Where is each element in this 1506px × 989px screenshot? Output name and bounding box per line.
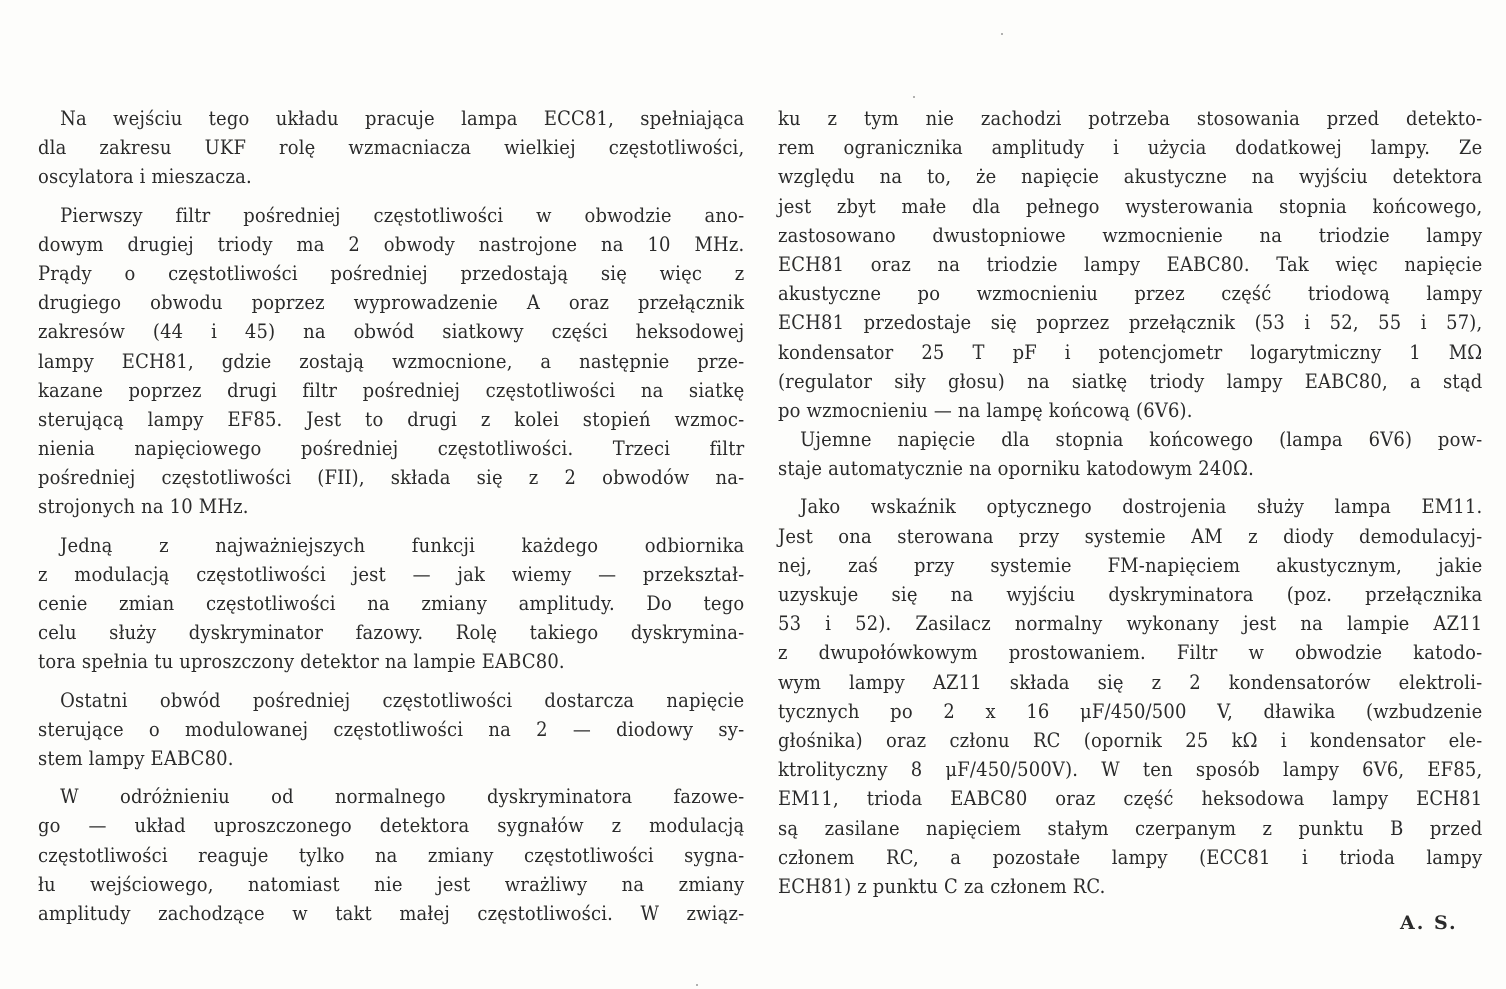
- text-line: Ujemne napięcie dla stopnia końcowego (lampa 6V6) pow-: [800, 428, 1483, 452]
- text-line: łu wejściowego, natomiast nie jest wrażliwy na zmiany: [38, 872, 745, 896]
- text-line: celu służy dyskryminator fazowy. Rolę takiego dyskrymina-: [38, 621, 745, 645]
- text-line: oscylatora i mieszacza.: [38, 165, 252, 189]
- text-line: z modulacją częstotliwości jest — jak wiemy — przekształ-: [38, 562, 745, 586]
- text-line: drugiego obwodu poprzez wyprowadzenie A oraz przełącznik: [38, 291, 745, 315]
- text-line: głośnika) oraz członu RC (opornik 25 kΩ i kondensator ele-: [778, 728, 1483, 752]
- text-line: rem ogranicznika amplitudy i użycia dodatkowej lampy. Ze: [778, 136, 1483, 160]
- text-line: ECH81 przedostaje się poprzez przełącznik (53 i 52, 55 i 57),: [778, 311, 1483, 335]
- text-line: członem RC, a pozostałe lampy (ECC81 i trioda lampy: [778, 845, 1483, 869]
- text-line: kazane poprzez drugi filtr pośredniej częstotliwości na siatkę: [38, 378, 745, 402]
- right-column: [778, 104, 1483, 901]
- paragraph: [38, 201, 745, 522]
- text-line: Jako wskaźnik optycznego dostrojenia służy lampa EM11.: [800, 495, 1483, 519]
- text-line: Prądy o częstotliwości pośredniej przedostają się więc z: [38, 261, 745, 285]
- text-line: akustyczne po wzmocnieniu przez część triodową lampy: [778, 282, 1483, 306]
- text-line: EM11, trioda EABC80 oraz część heksodowa lampy ECH81: [778, 787, 1483, 811]
- text-line: zastosowano dwustopniowe wzmocnienie na triodzie lampy: [778, 223, 1483, 247]
- text-line: W odróżnieniu od normalnego dyskryminatora fazowe-: [60, 785, 745, 809]
- text-line: strojonych na 10 MHz.: [38, 495, 249, 519]
- text-line: ktrolityczny 8 μF/450/500V). W ten sposób lampy 6V6, EF85,: [778, 758, 1483, 782]
- text-line: sterującą lampy EF85. Jest to drugi z kolei stopień wzmoc-: [38, 407, 745, 431]
- text-line: jest zbyt małe dla pełnego wysterowania stopnia końcowego,: [778, 194, 1483, 218]
- text-line: nej, zaś przy systemie FM-napięciem akustycznym, jakie: [778, 553, 1483, 577]
- left-column: [38, 104, 745, 928]
- text-line: Jedną z najważniejszych funkcji każdego odbiornika: [60, 533, 745, 557]
- text-line: sterujące o modulowanej częstotliwości na 2 — diodowy sy-: [38, 717, 745, 741]
- text-line: 53 i 52). Zasilacz normalny wykonany jest na lampie AZ11: [778, 612, 1483, 636]
- paragraph: [38, 104, 745, 192]
- text-line: wym lampy AZ11 składa się z 2 kondensatorów elektroli-: [778, 670, 1483, 694]
- paragraph: [38, 531, 745, 677]
- text-line: ku z tym nie zachodzi potrzeba stosowania przed detekto-: [778, 107, 1483, 130]
- paragraph: [778, 425, 1483, 483]
- text-line: tora spełnia tu uproszczony detektor na lampie EABC80.: [38, 650, 565, 674]
- text-line: pośredniej częstotliwości (FII), składa się z 2 obwodów na-: [38, 466, 745, 490]
- text-line: z dwupołówkowym prostowaniem. Filtr w obwodzie katodo-: [778, 641, 1483, 665]
- text-line: częstotliwości reaguje tylko na zmiany częstotliwości sygna-: [38, 843, 745, 867]
- text-line: Jest ona sterowana przy systemie AM z diody demodulacyj-: [778, 524, 1483, 548]
- text-line: nienia napięciowego pośredniej częstotliwości. Trzeci filtr: [38, 437, 745, 461]
- scan-speck: [1001, 33, 1003, 35]
- text-line: amplitudy zachodzące w takt małej częstotliwości. W związ-: [38, 901, 745, 925]
- text-line: Na wejściu tego układu pracuje lampa ECC81, spełniająca: [60, 107, 745, 130]
- text-line: go — układ uproszczonego detektora sygnałów z modulacją: [38, 814, 745, 838]
- text-line: ECH81 oraz na triodzie lampy EABC80. Tak więc napięcie: [778, 252, 1483, 276]
- text-line: są zasilane napięciem stałym czerpanym z punktu B przed: [778, 816, 1483, 840]
- text-line: Ostatni obwód pośredniej częstotliwości dostarcza napięcie: [60, 688, 745, 712]
- text-line: cenie zmian częstotliwości na zmiany amplitudy. Do tego: [38, 592, 745, 615]
- author-signature: A. S.: [1400, 912, 1458, 934]
- text-line: dla zakresu UKF rolę wzmacniacza wielkiej częstotliwości,: [38, 136, 745, 160]
- text-line: zakresów (44 i 45) na obwód siatkowy części heksodowej: [38, 320, 745, 344]
- text-line: po wzmocnieniu — na lampę końcową (6V6).: [778, 398, 1193, 422]
- text-line: lampy ECH81, gdzie zostają wzmocnione, a następnie prze-: [38, 349, 745, 373]
- text-line: względu na to, że napięcie akustyczne na wyjściu detektora: [778, 165, 1483, 189]
- text-line: uzyskuje się na wyjściu dyskryminatora (poz. przełącznika: [778, 583, 1483, 606]
- paragraph: [38, 686, 745, 774]
- text-line: ECH81) z punktu C za członem RC.: [778, 874, 1106, 898]
- text-line: dowym drugiej triody ma 2 obwody nastrojone na 10 MHz.: [38, 232, 745, 256]
- paragraph: [778, 492, 1483, 901]
- scan-speck: [696, 984, 698, 986]
- text-line: kondensator 25 T pF i potencjometr logarytmiczny 1 MΩ: [778, 340, 1483, 364]
- paragraph: [38, 782, 745, 928]
- text-line: staje automatycznie na oporniku katodowym 240Ω.: [778, 457, 1254, 481]
- scan-speck: [913, 96, 915, 98]
- paragraph: [778, 104, 1483, 425]
- text-line: tycznych po 2 x 16 μF/450/500 V, dławika (wzbudzenie: [778, 699, 1483, 723]
- text-line: (regulator siły głosu) na siatkę triody lampy EABC80, a stąd: [778, 369, 1483, 393]
- text-line: stem lampy EABC80.: [38, 746, 234, 770]
- text-line: Pierwszy filtr pośredniej częstotliwości w obwodzie ano-: [60, 203, 745, 227]
